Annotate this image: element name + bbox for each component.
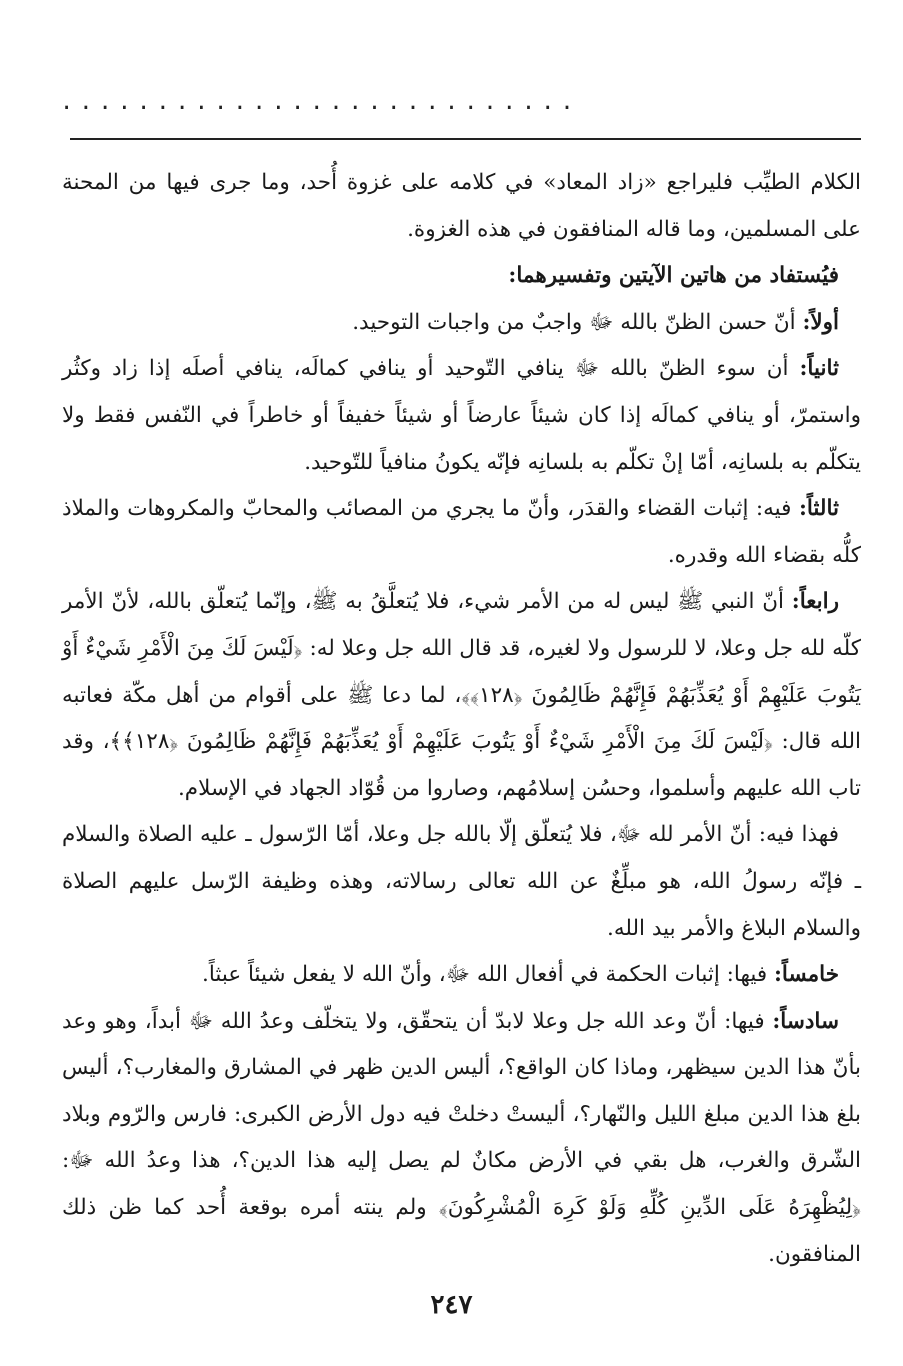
point-1 <box>62 300 861 347</box>
point-2-lead: ثانياً: <box>799 356 839 382</box>
point-2 <box>62 346 861 486</box>
point-4 <box>62 579 861 812</box>
point-3-lead: ثالثاً: <box>798 496 839 522</box>
point-3-text: فيه: إثبات القضاء والقدَر، وأنّ ما يجري من المصائب والمحابّ والمكروهات والملاذ كلُّه بقضاء الله وقدره. <box>62 496 861 568</box>
point-1-lead: أولاً: <box>802 309 839 335</box>
point-6-text: فيها: أنّ وعد الله جل وعلا لابدّ أن يتحقّق، ولا يتخلّف وعدُ الله ﷻ أبداً، وهو وعد بأنّ هذا الدين سيظهر، وماذا كان الواقع؟، أليس الدين ظهر في المشارق والمغارب؟، أليس بلغ هذا الدين مبلغ الليل والنّهار؟، أليستْ دخلتْ فيه دول الأرض الكبرى: فارس والرّوم وبلاد الشّرق والغرب، هل بقي في الأرض مكانٌ لم يصل إليه هذا الدين؟، هذا وعدُ الله ﷻ: ﴿لِيُظْهِرَهُ عَلَى الدِّينِ كُلِّهِ وَلَوْ كَرِهَ الْمُشْرِكُونَ﴾ ولم ينته أمره بوقعة أُحد كما ظن ذلك المنافقون. <box>62 1008 861 1267</box>
point-2-text: أن سوء الظنّ بالله ﷻ ينافي التّوحيد أو ينافي كمالَه، ينافي أصلَه إذا زاد وكثُر واستمرّ، أو ينافي كمالَه إذا كان شيئاً عارضاً أو شيئاً خفيفاً أو خاطراً في النّفس فقط ولا يتكلّم به بلسانِه، أمّا إنْ تكلّم به بلسانِه فإنّه يكونُ منافياً للتّوحيد. <box>62 356 861 475</box>
section-heading: فيُستفاد من هاتين الآيتين وتفسيرهما: <box>508 263 839 289</box>
header-rule <box>70 138 861 140</box>
paragraph-intro: الكلام الطيِّب فليراجع «زاد المعاد» في كلامه على غزوة أُحد، وما جرى فيها من المحنة على المسلمين، وما قاله المنافقون في هذه الغزوة. <box>62 170 861 242</box>
point-5-text: فيها: إثبات الحكمة في أفعال الله ﷻ، وأنّ الله لا يفعل شيئاً عبثاً. <box>201 962 774 988</box>
point-4-text: أنّ النبي ﷺ ليس له من الأمر شيء، فلا يُتعلَّقُ به ﷺ، وإنّما يُتعلّق بالله، لأنّ الأمر كلّه لله جل وعلا، لا للرسول ولا لغيره، قد قال الله جل وعلا له: ﴿لَيْسَ لَكَ مِنَ الْأَمْرِ شَيْءٌ أَوْ يَتُوبَ عَلَيْهِمْ أَوْ يُعَذِّبَهُمْ فَإِنَّهُمْ ظَالِمُونَ ﴿١٢٨﴾﴾، لما دعا ﷺ على أقوام من أهل مكّة فعاتبه الله قال: ﴿لَيْسَ لَكَ مِنَ الْأَمْرِ شَيْءٌ أَوْ يَتُوبَ عَلَيْهِمْ أَوْ يُعَذِّبَهُمْ فَإِنَّهُمْ ظَالِمُونَ ﴿١٢٨﴾﴾، وقد تاب الله عليهم وأسلموا، وحسُن إسلامُهم، وصاروا من قُوّاد الجهاد في الإسلام. <box>62 589 861 801</box>
point-5 <box>62 952 861 999</box>
point-6 <box>62 999 861 1279</box>
header-dotted-line: ........................... <box>60 90 580 115</box>
paragraph-explanation: فهذا فيه: أنّ الأمر لله ﷻ، فلا يُتعلّق إلّا بالله جل وعلا، أمّا الرّسول ـ عليه الصلاة والسلام ـ فإنّه رسولُ الله، هو مبلِّغٌ عن الله تعالى رسالاته، وهذه وظيفة الرّسل عليهم الصلاة والسلام البلاغ والأمر بيد الله. <box>62 822 861 941</box>
point-3 <box>62 486 861 579</box>
point-5-lead: خامساً: <box>773 962 839 988</box>
page-number: ٢٤٧ <box>430 1290 473 1320</box>
point-4-lead: رابعاً: <box>791 589 839 615</box>
body-text <box>62 160 861 1278</box>
point-6-lead: سادساً: <box>772 1008 839 1034</box>
point-1-text: أنّ حسن الظنّ بالله ﷻ واجبٌ من واجبات التوحيد. <box>352 309 803 335</box>
